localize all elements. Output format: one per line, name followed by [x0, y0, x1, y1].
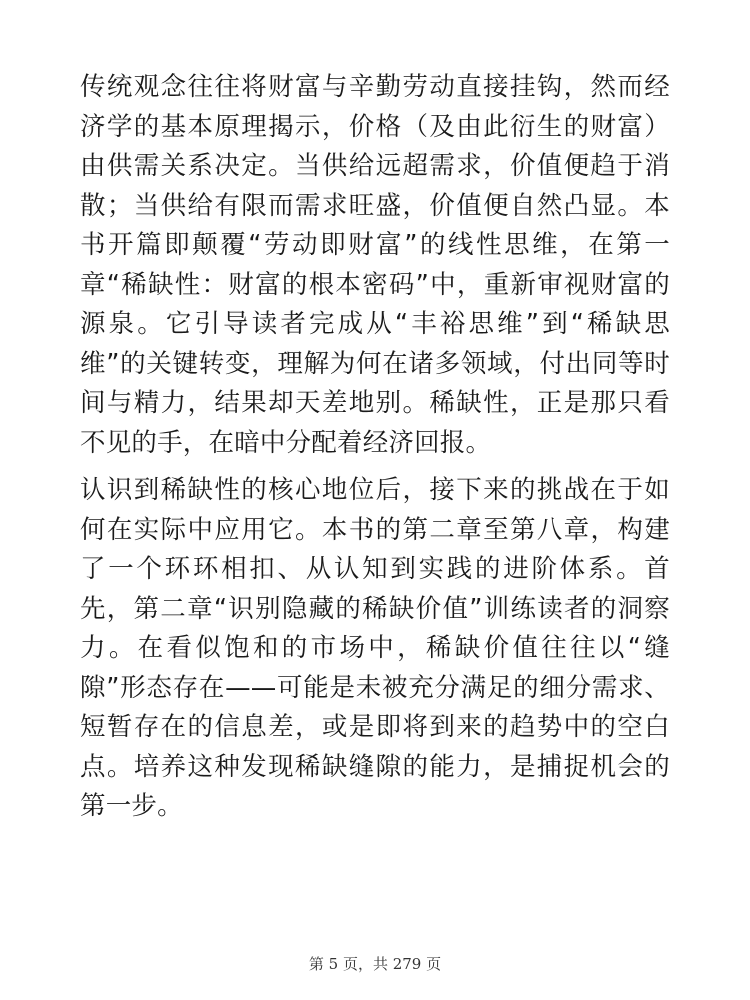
page-number: 第 5 页，共 279 页 — [308, 955, 442, 973]
body-text — [80, 68, 670, 827]
paragraph-2: 认识到稀缺性的核心地位后，接下来的挑战在于如何在实际中应用它。本书的第二章至第八章，构建了一个环环相扣、从认知到实践的进阶体系。首先，第二章“识别隐藏的稀缺价值”训练读者的洞察力。在看似饱和的市场中，稀缺价值往往以“缝隙”形态存在——可能是未被充分满足的细分需求、短暂存在的信息差，或是即将到来的趋势中的空白点。培养这种发现稀缺缝隙的能力，是捕捉机会的第一步。 — [80, 475, 670, 821]
paragraph-1: 传统观念往往将财富与辛勤劳动直接挂钩，然而经济学的基本原理揭示，价格（及由此衍生的财富）由供需关系决定。当供给远超需求，价值便趋于消散；当供给有限而需求旺盛，价值便自然凸显。本书开篇即颠覆“劳动即财富”的线性思维，在第一章“稀缺性：财富的根本密码”中，重新审视财富的源泉。它引导读者完成从“丰裕思维”到“稀缺思维”的关键转变，理解为何在诸多领域，付出同等时间与精力，结果却天差地别。稀缺性，正是那只看不见的手，在暗中分配着经济回报。 — [80, 72, 670, 458]
